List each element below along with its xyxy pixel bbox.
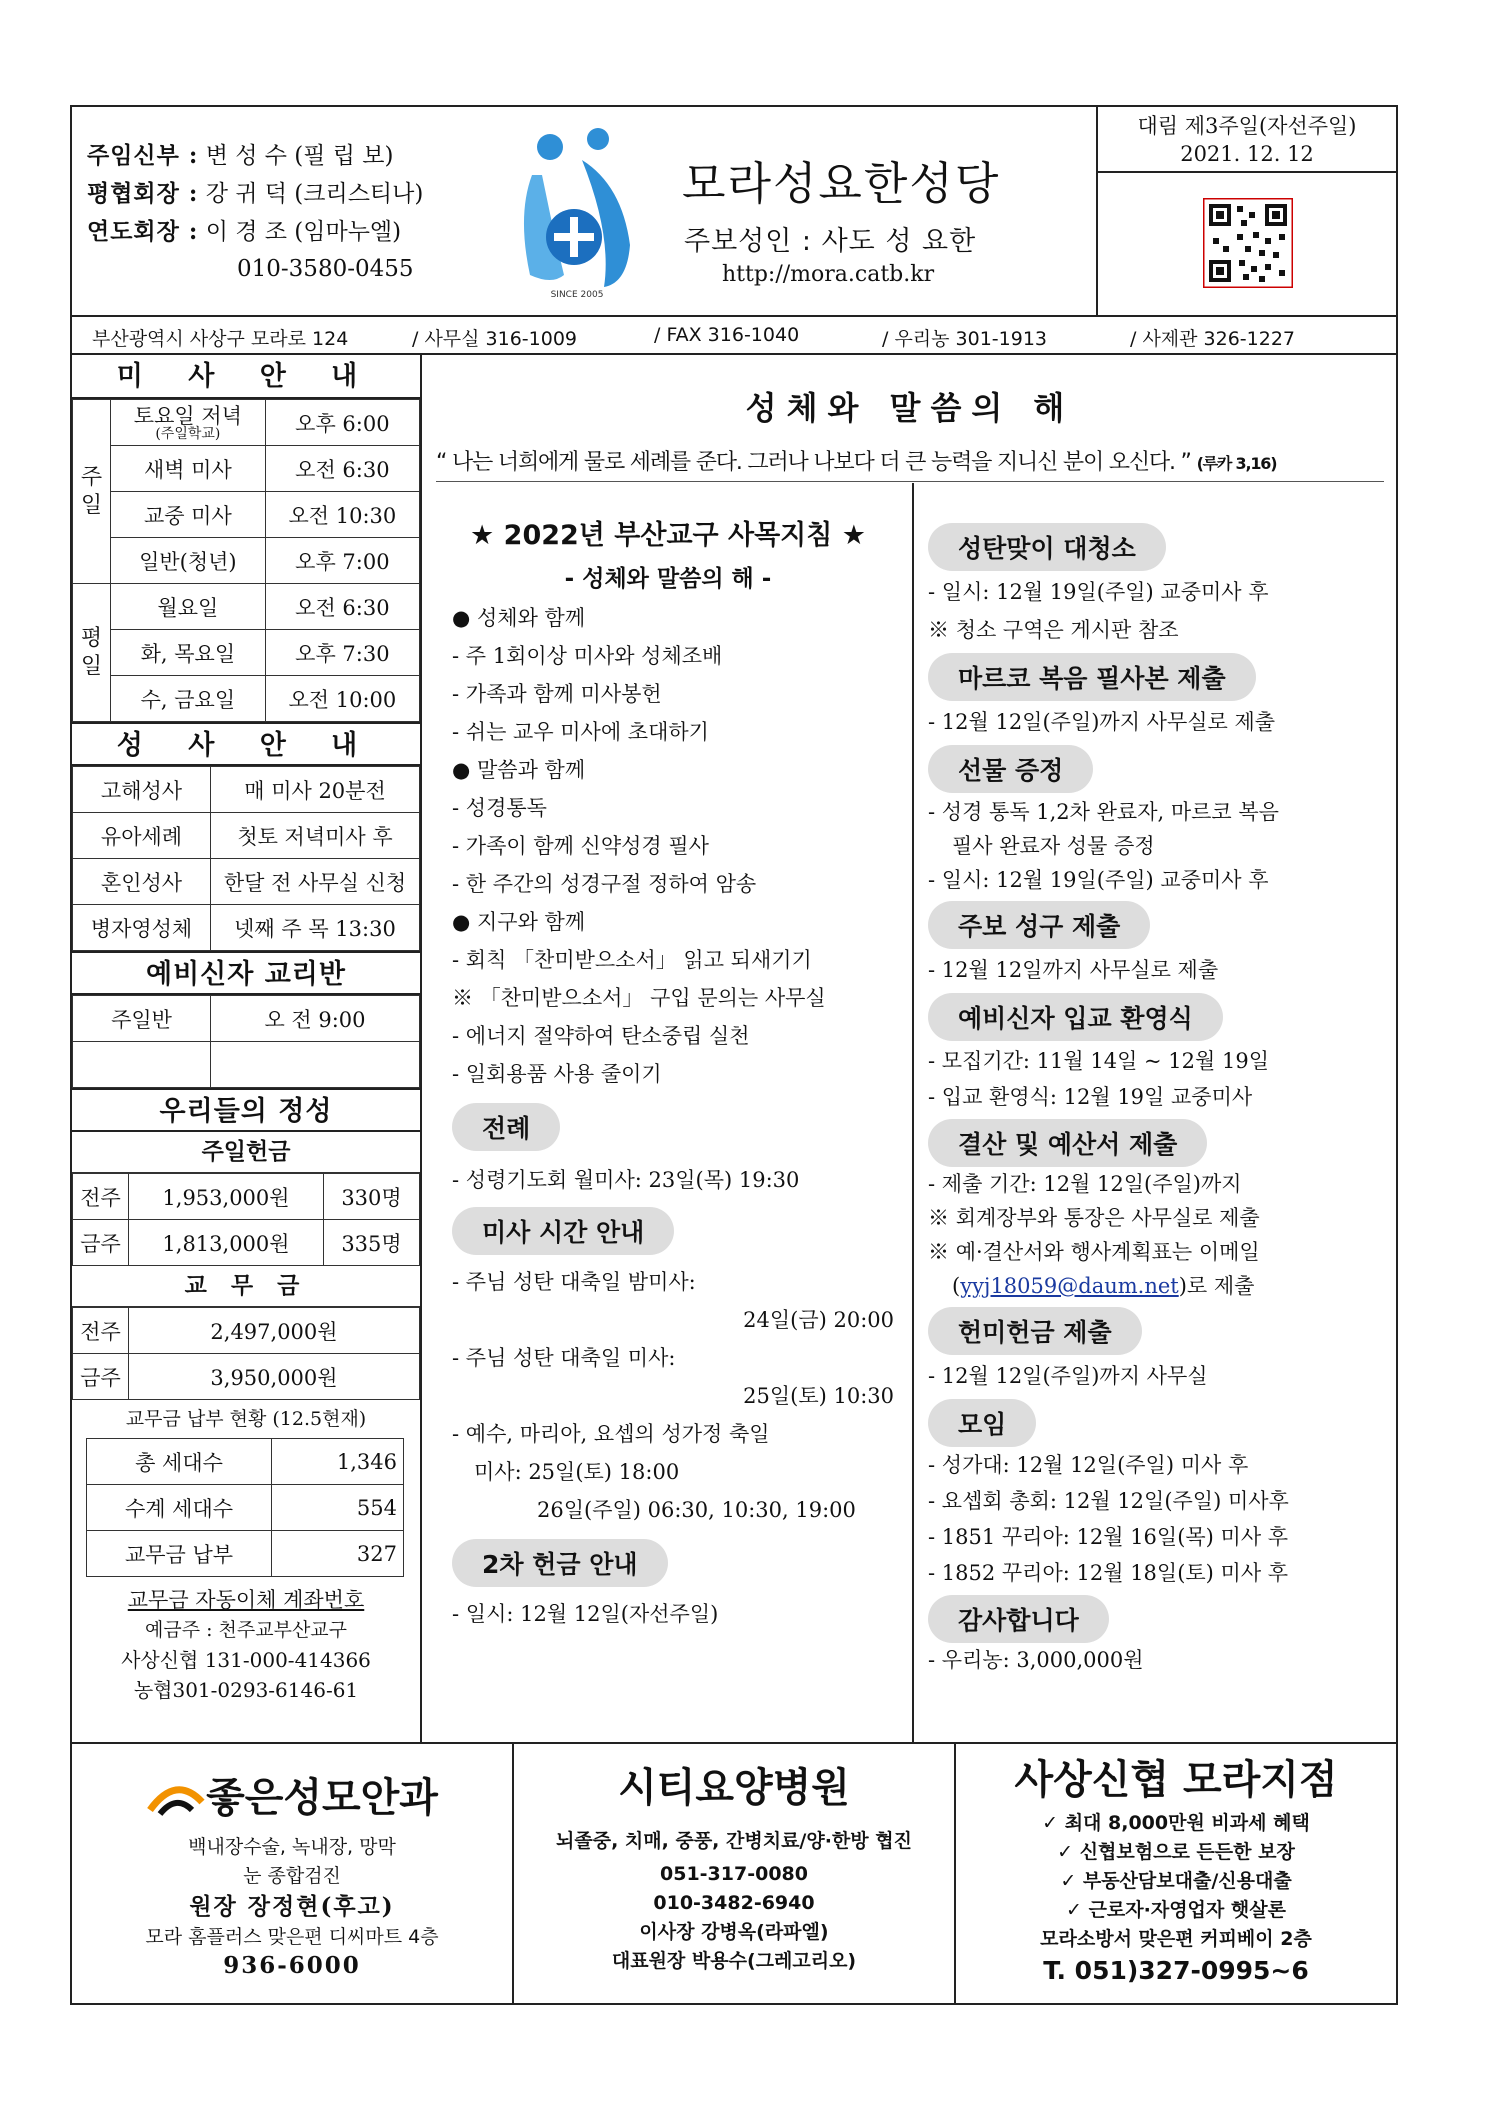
mark-copy-section <box>914 653 1396 741</box>
offering-amount: 1,953,000원 <box>129 1174 324 1220</box>
meetings-title: 모임 <box>928 1399 1036 1447</box>
parish-logo-icon <box>512 125 642 300</box>
list-item-cont: 24일(금) 20:00 <box>743 1308 894 1332</box>
priorities-list <box>424 599 912 1093</box>
sacrament-time: 넷째 주 목 13:30 <box>211 905 420 951</box>
table-row <box>73 492 420 538</box>
mass-time: 오전 10:30 <box>265 492 419 538</box>
sacraments-title: 성 사 안 내 <box>72 722 420 766</box>
eye-clinic-services: 눈 종합검진 <box>243 1865 341 1887</box>
mass-name: 수, 금요일 <box>111 676 266 722</box>
second-collection-section <box>424 1539 912 1633</box>
mark-copy-title: 마르코 복음 필사본 제출 <box>928 653 1256 701</box>
rice-title: 헌미헌금 제출 <box>928 1307 1142 1355</box>
list-item: - 일회용품 사용 줄이기 <box>452 1055 912 1093</box>
list-item: - 입교 환영식: 12월 19일 교중미사 <box>928 1079 1396 1115</box>
sunday-offering-table <box>72 1173 420 1266</box>
hospital-phone: 051-317-0080 <box>660 1863 808 1885</box>
eye-clinic-name: 좋은성모안과 <box>72 1766 512 1823</box>
hospital-chair: 이사장 강병옥(라파엘) <box>639 1921 829 1943</box>
week-label: 전주 <box>73 1174 129 1220</box>
status-value: 1,346 <box>272 1439 404 1485</box>
credit-union-benefit: ✓ 신협보험으로 든든한 보장 <box>1057 1841 1295 1863</box>
mass-name: 토요일 저녁 (주일학교) <box>111 400 266 446</box>
header <box>72 107 1396 317</box>
rectory-phone: / 사제관 326-1227 <box>1130 328 1296 350</box>
table-row <box>73 1354 420 1400</box>
list-item: - 성령기도회 월미사: 23일(목) 19:30 <box>452 1161 912 1199</box>
liturgical-week: 대림 제3주일(자선주일) <box>1137 114 1357 138</box>
list-note: ※ 「찬미받으소서」 구입 문의는 사무실 <box>452 979 912 1017</box>
ad-eye-clinic <box>72 1744 514 2005</box>
account-info <box>72 1585 420 1705</box>
sacrament-time: 매 미사 20분전 <box>211 767 420 813</box>
list-note: ※ 예·결산서와 행사계획표는 이메일 <box>928 1235 1396 1269</box>
liturgy-section <box>424 1103 912 1199</box>
dues-table <box>72 1307 420 1400</box>
budget-title: 결산 및 예산서 제출 <box>928 1119 1207 1167</box>
column-left-notices <box>424 483 914 1742</box>
officer-row: 연도회장 : 이 경 조 (임마누엘) <box>87 218 402 245</box>
table-row <box>87 1485 404 1531</box>
officer-row: 평협회장 : 강 귀 덕 (크리스티나) <box>87 180 424 207</box>
divider <box>436 481 1384 482</box>
mass-time: 오후 6:00 <box>265 400 419 446</box>
dues-status-title: 교무금 납부 현황 (12.5현재) <box>125 1408 367 1430</box>
sacrament-time: 첫토 저녁미사 후 <box>211 813 420 859</box>
list-item: - 예수, 마리아, 요셉의 성가정 축일 <box>452 1415 912 1453</box>
table-row <box>73 538 420 584</box>
list-item-cont: 미사: 25일(토) 18:00 <box>474 1460 680 1484</box>
year-title: 성체와 말씀의 해 <box>745 389 1075 427</box>
table-row <box>73 1220 420 1266</box>
week-label: 금주 <box>73 1354 129 1400</box>
mass-name: 일반(청년) <box>111 538 266 584</box>
bulletin-frame <box>70 105 1398 2005</box>
left-column <box>72 355 422 1742</box>
mass-time: 오후 7:30 <box>265 630 419 676</box>
thanks-section <box>914 1595 1396 1677</box>
status-value: 554 <box>272 1485 404 1531</box>
fax-number: / FAX 316-1040 <box>654 324 800 346</box>
mass-time: 오전 6:30 <box>265 446 419 492</box>
sunday-offering-title: 주일헌금 <box>72 1132 420 1173</box>
ad-credit-union <box>956 1744 1396 2005</box>
list-item: - 회칙 「찬미받으소서」 읽고 되새기기 <box>452 941 912 979</box>
email-link[interactable]: yyj18059@daum.net <box>960 1274 1179 1298</box>
class-time: 오 전 9:00 <box>211 996 420 1042</box>
credit-union-address: 모라소방서 맞은편 커피베이 2층 <box>1040 1928 1312 1950</box>
table-row <box>73 1042 420 1088</box>
hospital-name: 시티요양병원 <box>618 1765 850 1811</box>
mass-schedule-table <box>72 399 420 722</box>
list-item: - 12월 12일(주일)까지 사무실 <box>928 1357 1396 1395</box>
sacrament-name: 병자영성체 <box>73 905 211 951</box>
list-item: - 가족이 함께 신약성경 필사 <box>452 827 912 865</box>
list-item: - 우리농: 3,000,000원 <box>928 1643 1396 1677</box>
offering-amount: 1,813,000원 <box>129 1220 324 1266</box>
mass-name: 월요일 <box>111 584 266 630</box>
sacrament-name: 유아세례 <box>73 813 211 859</box>
priorities-subtitle: - 성체와 말씀의 해 - <box>564 566 772 592</box>
mass-name: 화, 목요일 <box>111 630 266 676</box>
mass-time: 오후 7:00 <box>265 538 419 584</box>
account-holder: 예금주 : 천주교부산교구 <box>144 1619 348 1641</box>
list-item: - 쉬는 교우 미사에 초대하기 <box>452 713 912 751</box>
list-item: - 주 1회이상 미사와 성체조배 <box>452 637 912 675</box>
gifts-section <box>914 745 1396 897</box>
thanks-title: 감사합니다 <box>928 1595 1109 1643</box>
attendance-count: 330명 <box>324 1174 420 1220</box>
bulletin-verse-section <box>914 901 1396 989</box>
dues-status-table <box>86 1438 404 1577</box>
mass-name: 교중 미사 <box>111 492 266 538</box>
liturgy-title: 전례 <box>452 1103 560 1151</box>
parish-address: 부산광역시 사상구 모라로 124 <box>92 328 349 350</box>
list-heading: ● 성체와 함께 <box>452 599 912 637</box>
list-item-cont: 25일(토) 10:30 <box>743 1384 894 1408</box>
mass-schedule-title: 미 사 안 내 <box>72 355 420 399</box>
list-item: - 한 주간의 성경구절 정하여 암송 <box>452 865 912 903</box>
list-item: - 일시: 12월 19일(주일) 교중미사 후 <box>928 573 1396 611</box>
date-box <box>1096 107 1396 173</box>
table-row <box>87 1439 404 1485</box>
table-row <box>87 1531 404 1577</box>
main-area <box>424 355 1396 1742</box>
credit-union-phone: T. 051)327-0995~6 <box>1043 1956 1309 1985</box>
logo-caption: SINCE 2005 <box>550 290 604 300</box>
urinong-phone: / 우리농 301-1913 <box>882 328 1048 350</box>
eye-clinic-address: 모라 홈플러스 맞은편 디씨마트 4층 <box>145 1926 439 1948</box>
cleaning-section <box>914 523 1396 649</box>
list-item: - 주님 성탄 대축일 미사: <box>452 1339 912 1377</box>
office-phone: / 사무실 316-1009 <box>412 328 578 350</box>
mass-time: 오전 10:00 <box>265 676 419 722</box>
meetings-section <box>914 1399 1396 1591</box>
hospital-director: 대표원장 박용수(그레고리오) <box>611 1950 857 1972</box>
catechumen-title: 예비신자 교리반 <box>72 951 420 995</box>
sacrament-name: 고해성사 <box>73 767 211 813</box>
dues-title: 교 무 금 <box>72 1266 420 1307</box>
gifts-title: 선물 증정 <box>928 745 1093 793</box>
table-row <box>73 584 420 630</box>
table-row <box>73 630 420 676</box>
table-row <box>73 1174 420 1220</box>
gospel-quote: “ 나는 너희에게 물로 세례를 준다. 그러나 나보다 더 큰 능력을 지니신 분이 오신다. ” (루카 3,16) <box>436 450 1277 475</box>
list-item: - 주님 성탄 대축일 밤미사: <box>452 1263 912 1301</box>
empty-cell <box>73 1042 211 1088</box>
mass-times-title: 미사 시간 안내 <box>452 1207 674 1255</box>
ads-bar <box>72 1742 1396 2003</box>
mass-times-section <box>424 1207 912 1529</box>
account-number: 농협301-0293-6146-61 <box>133 1678 359 1702</box>
week-label: 전주 <box>73 1308 129 1354</box>
hospital-services: 뇌졸중, 치매, 중풍, 간병치료/양·한방 협진 <box>556 1830 912 1852</box>
mass-time: 오전 6:30 <box>265 584 419 630</box>
table-row <box>73 859 420 905</box>
eye-clinic-phone: 936-6000 <box>223 1952 361 1979</box>
offerings-title: 우리들의 정성 <box>72 1088 420 1132</box>
status-label: 총 세대수 <box>87 1439 272 1485</box>
week-label: 금주 <box>73 1220 129 1266</box>
qr-code-icon[interactable] <box>1203 198 1293 288</box>
list-item-cont: 26일(주일) 06:30, 10:30, 19:00 <box>537 1498 856 1522</box>
bulletin-verse-title: 주보 성구 제출 <box>928 901 1150 949</box>
list-item: - 일시: 12월 12일(자선주일) <box>452 1595 912 1633</box>
sunday-label: 주 일 <box>73 400 111 584</box>
cleaning-title: 성탄맞이 대청소 <box>928 523 1166 571</box>
eye-clinic-director: 원장 장정현(후고) <box>189 1893 395 1920</box>
website-link[interactable]: http://mora.catb.kr <box>722 262 935 287</box>
table-row <box>73 676 420 722</box>
eye-clinic-services: 백내장수술, 녹내장, 망막 <box>188 1836 396 1858</box>
address-bar <box>72 317 1396 355</box>
account-title: 교무금 자동이체 계좌번호 <box>127 1588 365 1612</box>
second-collection-title: 2차 헌금 안내 <box>452 1539 668 1587</box>
parish-phone: 010-3580-0455 <box>237 256 414 282</box>
officer-row: 주임신부 : 변 성 수 (필 립 보) <box>87 142 394 169</box>
rice-section <box>914 1307 1396 1395</box>
list-item: - 제출 기간: 12월 12일(주일)까지 <box>928 1167 1396 1201</box>
sacrament-name: 혼인성사 <box>73 859 211 905</box>
budget-section <box>914 1119 1396 1303</box>
list-item: - 가족과 함께 미사봉헌 <box>452 675 912 713</box>
patron-saint: 주보성인 : 사도 성 요한 <box>684 226 977 257</box>
empty-cell <box>211 1042 420 1088</box>
credit-union-benefit: ✓ 근로자·자영업자 햇살론 <box>1066 1899 1286 1921</box>
list-item: - 1852 꾸리아: 12월 18일(토) 미사 후 <box>928 1555 1396 1591</box>
list-item: - 모집기간: 11월 14일 ~ 12월 19일 <box>928 1043 1396 1079</box>
credit-union-benefit: ✓ 최대 8,000만원 비과세 혜택 <box>1042 1812 1310 1834</box>
bulletin-date: 2021. 12. 12 <box>1180 142 1314 166</box>
dues-amount: 2,497,000원 <box>129 1308 420 1354</box>
table-row <box>73 905 420 951</box>
table-row <box>73 996 420 1042</box>
list-item: - 12월 12일까지 사무실로 제출 <box>928 951 1396 989</box>
table-row <box>73 767 420 813</box>
weekday-label: 평 일 <box>73 584 111 722</box>
account-number: 사상신협 131-000-414366 <box>121 1648 371 1672</box>
table-row <box>73 400 420 446</box>
attendance-count: 335명 <box>324 1220 420 1266</box>
status-label: 수계 세대수 <box>87 1485 272 1531</box>
list-item: - 일시: 12월 19일(주일) 교중미사 후 <box>928 863 1396 897</box>
qr-area <box>1096 173 1396 317</box>
email-line: (yyj18059@daum.net)로 제출 <box>952 1274 1255 1298</box>
list-item: - 성경 통독 1,2차 완료자, 마르코 복음 <box>928 795 1396 829</box>
list-item-cont: 필사 완료자 성물 증정 <box>952 834 1155 858</box>
list-item: - 에너지 절약하여 탄소중립 실천 <box>452 1017 912 1055</box>
status-label: 교무금 납부 <box>87 1531 272 1577</box>
list-item: - 1851 꾸리아: 12월 16일(목) 미사 후 <box>928 1519 1396 1555</box>
list-note: ※ 회계장부와 통장은 사무실로 제출 <box>928 1201 1396 1235</box>
welcome-title: 예비신자 입교 환영식 <box>928 993 1223 1041</box>
list-item: - 12월 12일(주일)까지 사무실로 제출 <box>928 703 1396 741</box>
table-row <box>73 1308 420 1354</box>
class-name: 주일반 <box>73 996 211 1042</box>
priorities-title: ★ 2022년 부산교구 사목지침 ★ <box>470 520 866 551</box>
column-right-notices <box>914 483 1396 1742</box>
status-value: 327 <box>272 1531 404 1577</box>
hospital-phone: 010-3482-6940 <box>653 1892 815 1914</box>
list-item: - 성가대: 12월 12일(주일) 미사 후 <box>928 1447 1396 1483</box>
parish-name: 모라성요한성당 <box>682 157 1001 210</box>
officers-list <box>87 137 423 288</box>
sacraments-table <box>72 766 420 951</box>
table-row <box>73 813 420 859</box>
table-row <box>73 446 420 492</box>
list-item: - 성경통독 <box>452 789 912 827</box>
list-item: - 요셉회 총회: 12월 12일(주일) 미사후 <box>928 1483 1396 1519</box>
catechumen-table <box>72 995 420 1088</box>
welcome-section <box>914 993 1396 1115</box>
list-note: ※ 청소 구역은 게시판 참조 <box>928 611 1396 649</box>
mass-name: 새벽 미사 <box>111 446 266 492</box>
list-heading: ● 말씀과 함께 <box>452 751 912 789</box>
eye-clinic-logo-icon <box>146 1780 206 1820</box>
credit-union-name: 사상신협 모라지점 <box>1014 1757 1338 1803</box>
ad-hospital <box>514 1744 956 2005</box>
list-heading: ● 지구와 함께 <box>452 903 912 941</box>
sacrament-time: 한달 전 사무실 신청 <box>211 859 420 905</box>
credit-union-benefit: ✓ 부동산담보대출/신용대출 <box>1060 1870 1292 1892</box>
dues-amount: 3,950,000원 <box>129 1354 420 1400</box>
